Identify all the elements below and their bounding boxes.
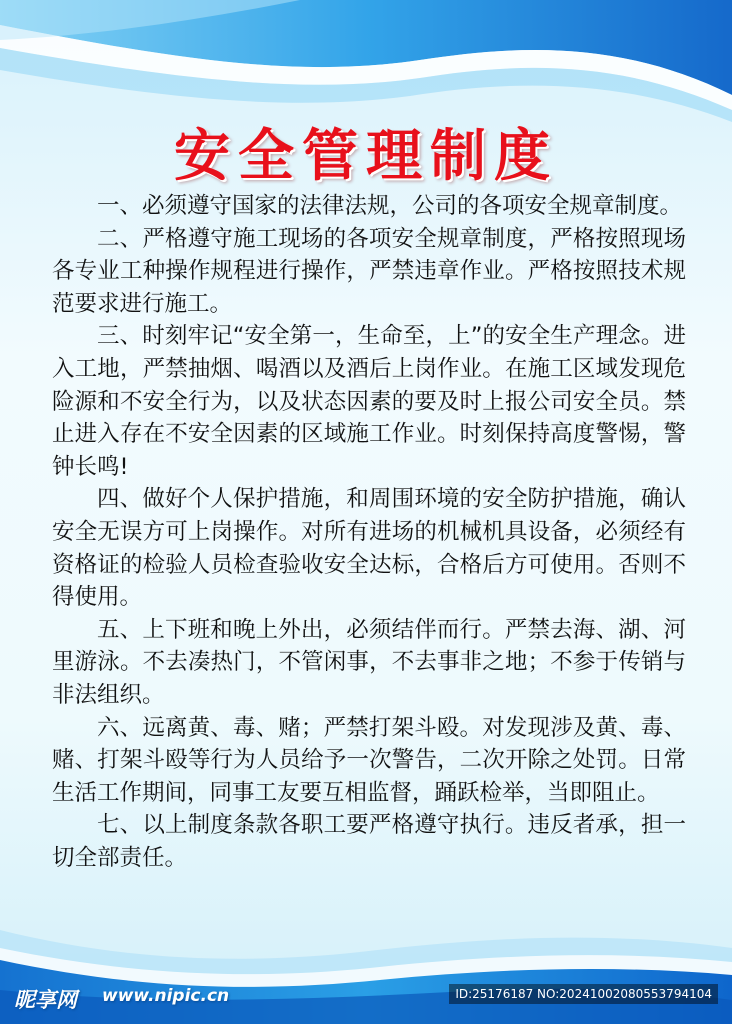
regulation-body xyxy=(52,190,686,874)
regulation-item-3: 三、时刻牢记“安全第一，生命至，上”的安全生产理念。进入工地，严禁抽烟、喝酒以及酒后上岗作业。在施工区域发现危险源和不安全行为，以及状态因素的要及时上报公司安全员。禁止进入存在不安全因素的区域施工作业。时刻保持高度警惕，警钟长鸣! xyxy=(52,323,686,480)
poster-title: 安全管理制度 xyxy=(174,124,558,189)
watermark-logo: 昵享网 xyxy=(14,988,77,1012)
watermark-url: www.nipic.cn xyxy=(102,986,230,1006)
regulation-item-1: 一、必须遵守国家的法律法规，公司的各项安全规章制度。 xyxy=(97,193,683,219)
regulation-item-5: 五、上下班和晚上外出，必须结伴而行。严禁去海、湖、河里游泳。不去凑热门，不管闲事，不去事非之地；不参于传销与非法组织。 xyxy=(52,616,686,708)
regulation-item-7: 七、以上制度条款各职工要严格遵守执行。违反者承，担一切全部责任。 xyxy=(52,812,686,871)
watermark-id: ID:25176187 NO:20241002080553794104 xyxy=(449,984,718,1004)
regulation-item-4: 四、做好个人保护措施，和周围环境的安全防护措施，确认安全无误方可上岗操作。对所有进场的机械机具设备，必须经有资格证的检验人员检查验收安全达标，合格后方可使用。否则不得使用。 xyxy=(52,486,686,611)
regulation-item-2: 二、严格遵守施工现场的各项安全规章制度，严格按照现场各专业工种操作规程进行操作，严禁违章作业。严格按照技术规范要求进行施工。 xyxy=(52,225,686,317)
regulation-item-6: 六、远离黄、毒、赌；严禁打架斗殴。对发现涉及黄、毒、赌、打架斗殴等行为人员给予一次警告，二次开除之处罚。日常生活工作期间，同事工友要互相监督，踊跃检举，当即阻止。 xyxy=(52,714,686,806)
